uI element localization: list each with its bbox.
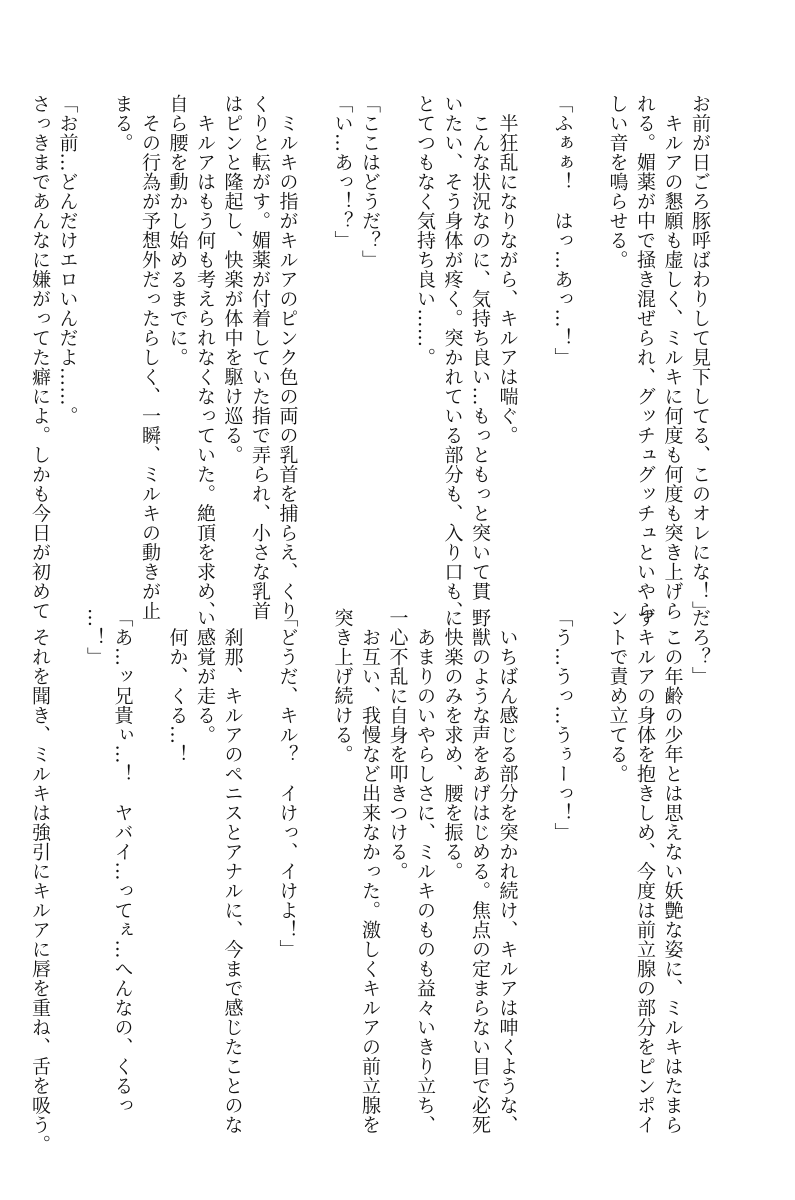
text-line: 刹那、キルアのペニスとアナルに、今まで感じたことのな <box>221 608 244 1135</box>
dialogue-line: さっきまであんなに嫌がってた癖によ。しかも今日が初めて <box>29 94 51 621</box>
blank-line <box>383 94 411 594</box>
text-line: あまりのいやらしさに、ミルキのものも益々いきり立ち、 <box>414 608 436 1135</box>
text-line: こんな状況なのに、気持ち良い…もっともっと突いて貫 <box>469 94 491 601</box>
dialogue-line: 「い…あっ！？」 <box>331 94 354 250</box>
text-line: に快楽のみを求め、腰を振る。 <box>441 608 464 881</box>
text-line: ントで責め立てる。 <box>606 608 629 784</box>
text-line: い感覚が走る。 <box>194 608 216 745</box>
text-line: それを聞き、ミルキは強引にキルアに唇を重ね、舌を吸う。 <box>29 608 51 1154</box>
blank-line <box>521 94 549 594</box>
dialogue-line: 「あ…ッ兄貴ぃ…！ ヤバイ…ってぇ…へんなの、くるっ <box>111 608 134 1115</box>
text-line: 自ら腰を動かし始めるまでに。 <box>166 94 189 367</box>
blank-line <box>53 608 81 1108</box>
text-line: いたい、そう身体が疼く。突かれている部分も、入り口も、 <box>441 94 464 621</box>
blank-line <box>576 608 604 1108</box>
lower-text-section <box>26 608 714 1154</box>
text-line: ずキルアの身体を抱きしめ、今度は前立腺の部分をピンポイ <box>634 608 656 1135</box>
blank-line <box>246 608 274 1108</box>
text-line: 何か、くる…！ <box>166 608 189 764</box>
text-line: キルアの懇願も虚しく、ミルキに何度も何度も突き上げら <box>661 94 684 621</box>
blank-line <box>301 608 329 1108</box>
text-line: 突き上げ続ける。 <box>331 608 354 764</box>
text-line: キルアはもう何も考えられなくなっていた。絶頂を求め、 <box>194 94 216 621</box>
text-line: お互い、我慢など出来なかった。激しくキルアの前立腺を <box>359 608 381 1135</box>
dialogue-line: 「う…うっ…うぅーっ！」 <box>551 608 574 842</box>
text-line: その行為が予想外だったらしく、一瞬、ミルキの動きが止 <box>139 94 161 621</box>
text-line: 一心不乱に自身を叩きつける。 <box>386 608 409 881</box>
upper-text-section <box>26 94 714 621</box>
text-line: まる。 <box>111 94 134 153</box>
dialogue-line: 「お前…どんだけエロいんだよ……。 <box>56 94 79 426</box>
text-line: とてつもなく気持ち良い……。 <box>414 94 436 367</box>
blank-line <box>576 94 604 594</box>
blank-line <box>136 608 164 1108</box>
text-line: ミルキの指がキルアのピンク色の両の乳首を捕らえ、くり <box>276 94 299 621</box>
dialogue-line: 「どうだ、キル？ イけっ、イけよ！」 <box>276 608 299 959</box>
text-line: はピンと隆起し、快楽が体中を駆け巡る。 <box>221 94 244 465</box>
blank-line <box>521 608 549 1108</box>
blank-line <box>81 94 109 594</box>
dialogue-line: …！」 <box>84 608 106 667</box>
text-line: いちばん感じる部分を突かれ続け、キルアは呻くような、 <box>496 608 519 1135</box>
text-line: 野獣のような声をあげはじめる。焦点の定まらない目で必死 <box>469 608 491 1135</box>
text-line: 半狂乱になりながら、キルアは喘ぐ。 <box>496 94 519 445</box>
text-line: しい音を鳴らせる。 <box>606 94 629 270</box>
dialogue-line: 「ふぁぁ！ はっ…あっ…！」 <box>551 94 574 367</box>
blank-line <box>301 94 329 594</box>
dialogue-line: 「ここはどうだ？」 <box>359 94 381 270</box>
dialogue-line: だろ？」 <box>689 608 711 686</box>
text-line: れる。媚薬が中で掻き混ぜられ、グッチュグッチュといやら <box>634 94 656 621</box>
text-line: この年齢の少年とは思えない妖艶な姿に、ミルキはたまら <box>661 608 684 1135</box>
text-line: くりと転がす。媚薬が付着していた指で弄られ、小さな乳首 <box>249 94 271 621</box>
text-line: お前が日ごろ豚呼ばわりして見下してる、このオレにな！」 <box>689 94 711 621</box>
